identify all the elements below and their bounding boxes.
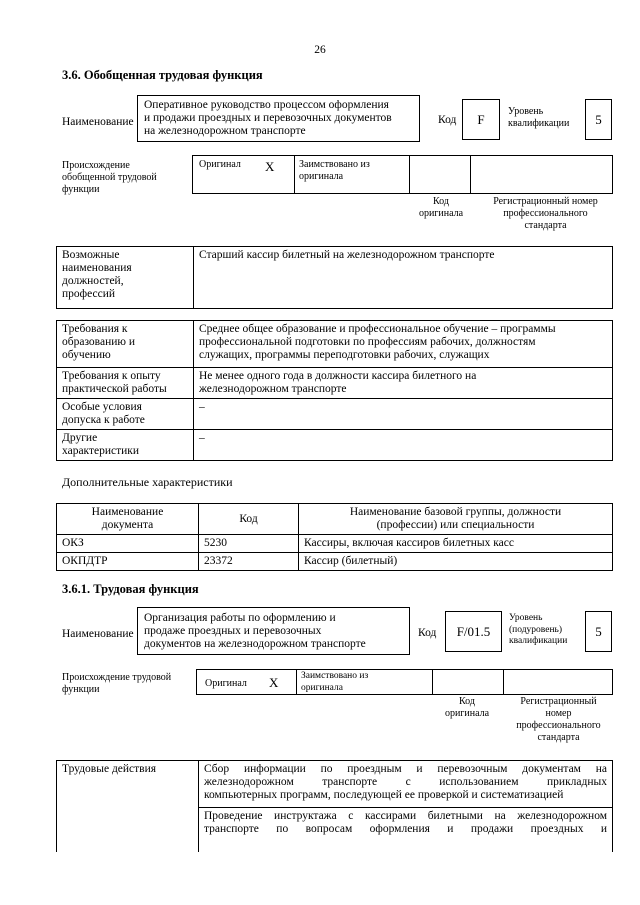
- section-heading: 3.6. Обобщенная трудовая функция: [62, 68, 263, 82]
- code-value: F/01.5: [456, 624, 491, 639]
- req-label: Требования к образованию и обучению: [57, 321, 194, 368]
- level-value: 5: [595, 624, 602, 639]
- row-name: Кассиры, включая кассиров билетных касс: [299, 535, 613, 553]
- level-value: 5: [595, 112, 602, 127]
- additional-table: [56, 503, 613, 571]
- positions-value: Старший кассир билетный на железнодорожном транспорте: [194, 247, 613, 309]
- function-name-line: Организация работы по оформлению и: [144, 612, 336, 624]
- origin-table: [192, 155, 613, 194]
- labor-action-item: Проведение инструктажа с кассирами билетными на железнодорожном транспорте по вопросам оформления и продажи проездных и: [199, 808, 613, 853]
- reg-number-caption: Регистрационный номер профессионального стандарта: [493, 196, 598, 231]
- origin-table: [196, 669, 613, 695]
- level-label: Уровень квалификации: [508, 106, 570, 129]
- function-name-line: продаже проездных и перевозочных: [144, 625, 322, 637]
- req-label: Особые условия допуска к работе: [57, 399, 194, 430]
- code-original-caption: Код оригинала: [444, 696, 490, 719]
- req-value: –: [194, 399, 613, 430]
- origin-label: Происхождение обобщенной трудовой функции: [62, 160, 157, 195]
- name-label: Наименование: [62, 628, 134, 640]
- function-name-line: и продажи проездных и перевозочных документов: [144, 112, 392, 124]
- borrowed-label: Заимствовано из оригинала: [301, 671, 369, 693]
- row-doc: ОКПДТР: [57, 553, 199, 571]
- labor-actions-table: [56, 760, 613, 852]
- reg-number-caption: Регистрационный номер профессионального стандарта: [516, 696, 601, 743]
- row-doc: ОКЗ: [57, 535, 199, 553]
- code-label: Код: [418, 627, 437, 639]
- original-mark: X: [265, 159, 275, 174]
- col-doc-header: Наименование документа: [57, 504, 199, 535]
- labor-action-item: Сбор информации по проездным и перевозочным документам на железнодорожном транспорте с использованием прикладных компьютерных программ, последующей ее проверкой и систематизацией: [199, 761, 613, 808]
- page-number: 26: [314, 44, 326, 56]
- function-name-line: Оперативное руководство процессом оформления: [144, 99, 389, 111]
- code-box: [445, 611, 502, 652]
- code-box: [462, 99, 500, 140]
- level-box: [585, 99, 612, 140]
- section-heading: 3.6.1. Трудовая функция: [62, 582, 199, 596]
- original-label: Оригинал: [205, 678, 247, 689]
- code-value: F: [477, 112, 485, 127]
- row-name: Кассир (билетный): [299, 553, 613, 571]
- row-code: 23372: [199, 553, 299, 571]
- req-value: Не менее одного года в должности кассира билетного на железнодорожном транспорте: [194, 368, 613, 399]
- col-code-header: Код: [199, 504, 299, 535]
- req-label: Другие характеристики: [57, 430, 194, 461]
- req-value: Среднее общее образование и профессиональное обучение – программы профессиональной подготовки по профессиям рабочих, должностям служащих, программы переподготовки рабочих, служащих: [194, 321, 613, 368]
- row-code: 5230: [199, 535, 299, 553]
- code-label: Код: [438, 114, 457, 126]
- req-value: –: [194, 430, 613, 461]
- labor-actions-label: Трудовые действия: [57, 761, 199, 853]
- positions-label: Возможные наименования должностей, профессий: [57, 247, 194, 309]
- function-name-box: [137, 95, 420, 142]
- level-box: [585, 611, 612, 652]
- req-label: Требования к опыту практической работы: [57, 368, 194, 399]
- original-mark: X: [269, 675, 279, 690]
- function-name-box: [137, 607, 410, 655]
- col-base-group-header: Наименование базовой группы, должности (профессии) или специальности: [299, 504, 613, 535]
- original-label: Оригинал: [199, 159, 241, 170]
- additional-title: Дополнительные характеристики: [62, 475, 233, 489]
- function-name-line: на железнодорожном транспорте: [144, 125, 306, 137]
- name-label: Наименование: [62, 116, 134, 128]
- borrowed-label: Заимствовано из оригинала: [299, 159, 370, 182]
- level-label: Уровень (подуровень) квалификации: [509, 613, 568, 646]
- origin-label: Происхождение трудовой функции: [62, 672, 172, 695]
- function-name-line: документов на железнодорожном транспорте: [144, 638, 366, 650]
- requirements-table: [56, 320, 613, 461]
- positions-table: [56, 246, 613, 309]
- code-original-caption: Код оригинала: [418, 196, 464, 219]
